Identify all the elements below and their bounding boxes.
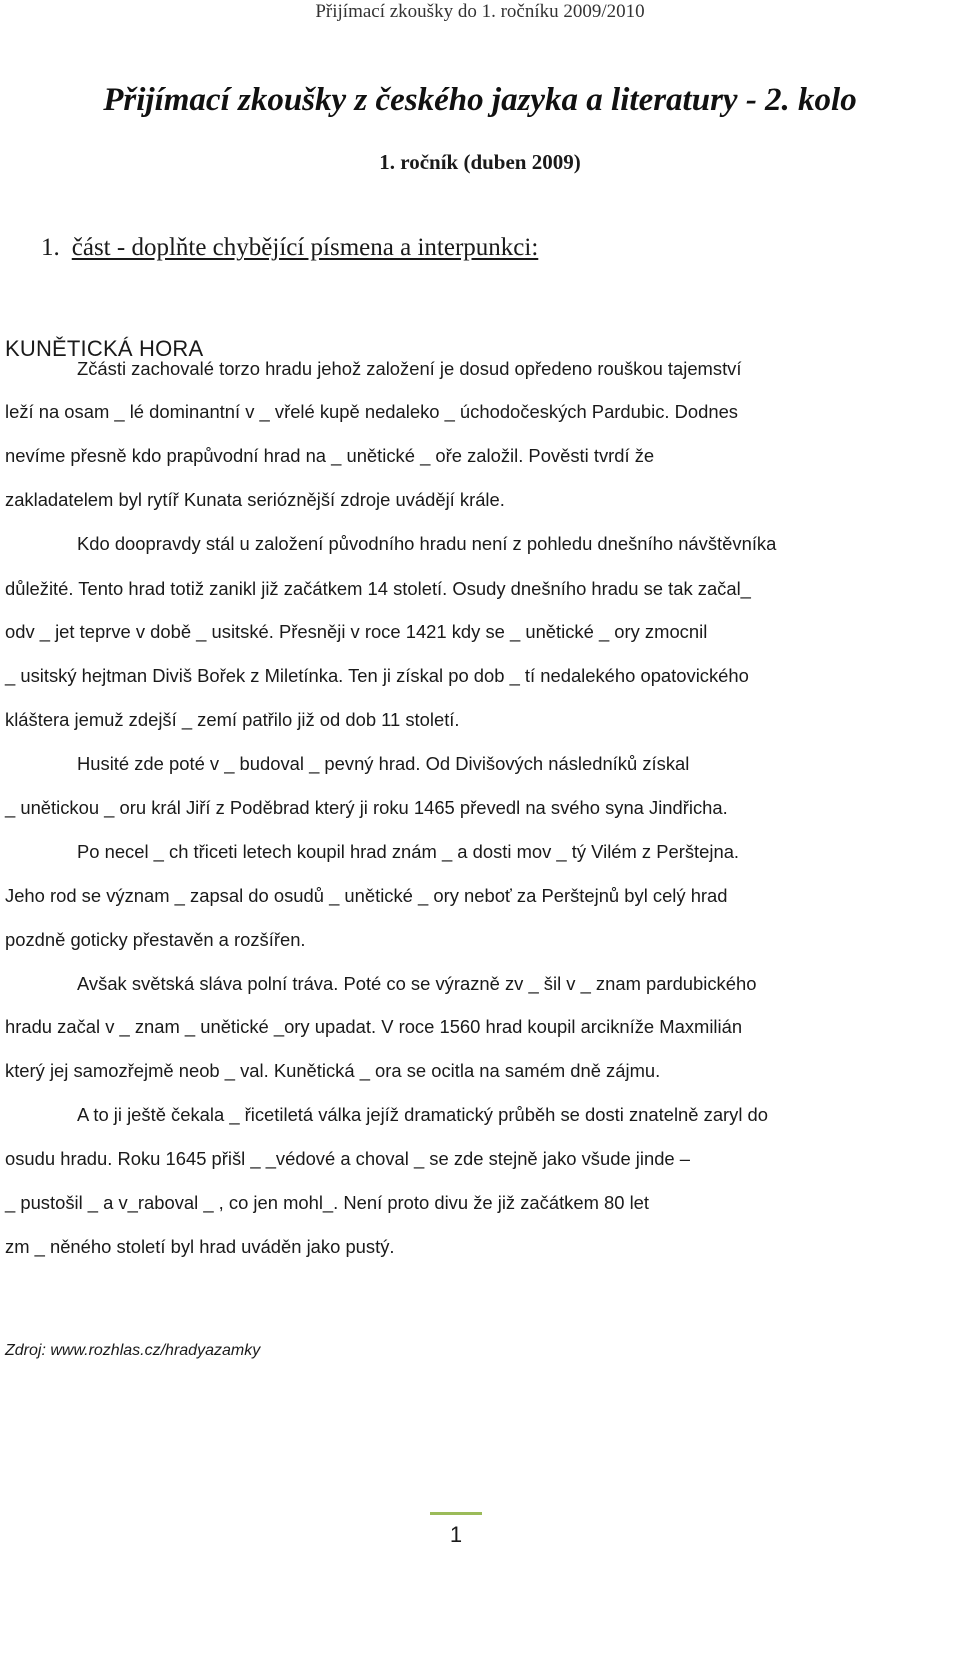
section-heading [41, 232, 538, 264]
document-subtitle: 1. ročník (duben 2009) [379, 150, 581, 174]
article-line: leží na osam _ lé dominantní v _ vřelé kupě nedaleko _ úchodočeských Pardubic. Dodnes [5, 401, 739, 422]
article-line: Jeho rod se význam _ zapsal do osudů _ unětické _ ory neboť za Perštejnů byl celý hrad [5, 885, 728, 906]
article-line: který jej samozřejmě neob _ val. Kunětická _ ora se ocitla na samém dně zájmu. [5, 1060, 661, 1081]
article-line: Kdo doopravdy stál u založení původního hradu není z pohledu dnešního návštěvníka [77, 533, 777, 554]
article-line: osudu hradu. Roku 1645 přišl _ _védové a choval _ se zde stejně jako všude jinde – [5, 1148, 690, 1169]
article-line: _ unětickou _ oru král Jiří z Poděbrad který ji roku 1465 převedl na svého syna Jindřicha. [5, 797, 728, 818]
section-heading-text: část - doplňte chybějící písmena a interpunkci: [71, 234, 539, 261]
section-number: 1. [41, 234, 60, 261]
article-line: Avšak světská sláva polní tráva. Poté co se výrazně zv _ šil v _ znam pardubického [77, 973, 757, 994]
article-line: důležité. Tento hrad totiž zanikl již začátkem 14 století. Osudy dnešního hradu se tak začal_ [5, 578, 751, 599]
article-line: zakladatelem byl rytíř Kunata serióznější zdroje uvádějí krále. [5, 489, 505, 510]
page-number-rule [430, 1512, 482, 1515]
article-line: Zčásti zachovalé torzo hradu jehož založení je dosud opředeno rouškou tajemství [77, 358, 742, 379]
running-header: Přijímací zkoušky do 1. ročníku 2009/2010 [315, 1, 645, 22]
article-line: zm _ něného století byl hrad uváděn jako pustý. [5, 1236, 395, 1257]
article-title: KUNĚTICKÁ HORA [5, 336, 204, 361]
page-number: 1 [449, 1522, 463, 1547]
article-line: kláštera jemuž zdejší _ zemí patřilo již od dob 11 století. [5, 709, 460, 730]
article-line: A to ji ještě čekala _ řicetiletá válka jejíž dramatický průběh se dosti znatelně zaryl do [77, 1104, 769, 1125]
article-line: Husité zde poté v _ budoval _ pevný hrad. Od Divišových následníků získal [77, 753, 690, 774]
article-line: Po necel _ ch třiceti letech koupil hrad znám _ a dosti mov _ tý Vilém z Perštejna. [77, 841, 740, 862]
article-line: odv _ jet teprve v době _ usitské. Přesněji v roce 1421 kdy se _ unětické _ ory zmocnil [5, 621, 708, 642]
source-citation: Zdroj: www.rozhlas.cz/hradyazamky [5, 1342, 261, 1359]
article-line: _ usitský hejtman Diviš Bořek z Miletínka. Ten ji získal po dob _ tí nedalekého opatovického [5, 665, 749, 686]
article-line: _ pustošil _ a v_raboval _ , co jen mohl_. Není proto divu že již začátkem 80 let [5, 1192, 650, 1213]
article-line: nevíme přesně kdo prapůvodní hrad na _ unětické _ oře založil. Pověsti tvrdí že [5, 445, 655, 466]
document-title: Přijímací zkoušky z českého jazyka a literatury - 2. kolo [103, 82, 857, 118]
article-line: hradu začal v _ znam _ unětické _ory upadat. V roce 1560 hrad koupil arcikníže Maxmilián [5, 1016, 743, 1037]
article-line: pozdně goticky přestavěn a rozšířen. [5, 929, 306, 950]
